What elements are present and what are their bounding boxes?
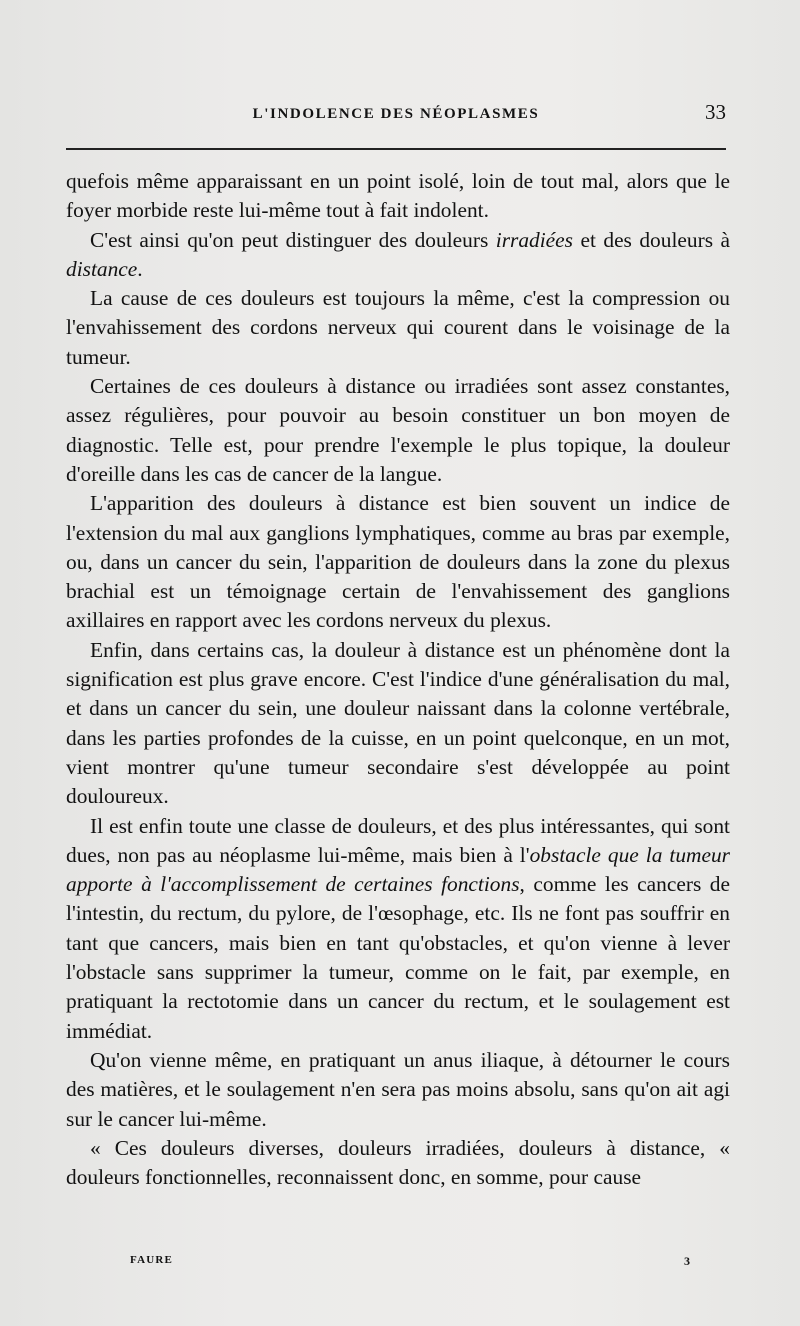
text-run: , comme les cancers de l'intestin, du rectum, du pylore, de l'œsophage, etc. Ils ne font pas souffrir en tant que cancers, mais bien en tant qu'obstacles, et qu'on vienne à lever l'obstacle sans supprimer la tumeur, comme on le fait, par exemple, en pratiquant la rectotomie dans un cancer du rectum, et le soulagement est immédiat. bbox=[66, 872, 730, 1043]
paragraph bbox=[66, 812, 730, 1046]
page-footer bbox=[130, 1254, 690, 1274]
text-run: et des douleurs à bbox=[573, 227, 730, 252]
header-rule bbox=[66, 148, 726, 150]
text-run: . bbox=[137, 256, 143, 281]
text-run: Enfin, dans certains cas, la douleur à distance est un phénomène dont la signification est plus grave encore. C'est l'indice d'une généralisation du mal, et dans un cancer du sein, une douleur naissant dans la colonne vertébrale, dans les parties profondes de la cuisse, en un point quelconque, en un mot, vient montrer qu'une tumeur secondaire s'est développée au point douloureux. bbox=[66, 637, 730, 809]
text-run: Certaines de ces douleurs à distance ou irradiées sont assez constantes, assez régulières, pour pouvoir au besoin constituer un bon moyen de diagnostic. Telle est, pour prendre l'exemple le plus topique, la douleur d'oreille dans les cas de cancer de la langue. bbox=[66, 374, 730, 486]
paragraph bbox=[66, 636, 730, 812]
italic-text: obstacle que la tumeur apporte à l'accomplissement de certaines fonctions bbox=[66, 842, 730, 897]
text-run: « Ces douleurs diverses, douleurs irradiées, douleurs à distance, « douleurs fonctionnelles, reconnaissent donc, en somme, pour cause bbox=[66, 1135, 730, 1190]
text-run: quefois même apparaissant en un point isolé, loin de tout mal, alors que le foyer morbide reste lui-même tout à fait indolent. bbox=[66, 169, 730, 223]
paragraph bbox=[66, 284, 730, 372]
text-run: C'est ainsi qu'on peut distinguer des douleurs bbox=[90, 227, 496, 252]
body-text bbox=[66, 167, 730, 1192]
paragraph bbox=[66, 489, 730, 635]
page-header bbox=[66, 100, 726, 140]
text-run: La cause de ces douleurs est toujours la même, c'est la compression ou l'envahissement des cordons nerveux qui courent dans le voisinage de la tumeur. bbox=[66, 286, 730, 369]
text-run: Qu'on vienne même, en pratiquant un anus iliaque, à détourner le cours des matières, et le soulagement n'en sera pas moins absolu, sans qu'on ait agi sur le cancer lui-même. bbox=[66, 1047, 730, 1131]
page-number: 33 bbox=[705, 100, 726, 124]
text-run: L'apparition des douleurs à distance est bien souvent un indice de l'extension du mal aux ganglions lymphatiques, comme au bras par exemple, ou, dans un cancer du sein, l'apparition de douleurs dans la zone du plexus brachial est un témoignage certain de l'envahissement des ganglions axillaires en rapport avec les cordons nerveux du plexus. bbox=[66, 491, 730, 633]
paragraph bbox=[66, 1134, 730, 1193]
signature-mark: FAURE bbox=[130, 1254, 174, 1266]
italic-text: distance bbox=[66, 256, 138, 281]
text-run: Il est enfin toute une classe de douleurs, et des plus intéressantes, qui sont dues, non pas au néoplasme lui-même, mais bien à l' bbox=[66, 813, 730, 867]
sheet-number: 3 bbox=[684, 1254, 690, 1268]
running-head: L'INDOLENCE DES NÉOPLASMES bbox=[252, 106, 540, 122]
paragraph bbox=[66, 167, 730, 226]
paragraph bbox=[66, 372, 730, 489]
italic-text: irradiées bbox=[495, 227, 573, 252]
paragraph bbox=[66, 226, 730, 285]
paragraph bbox=[66, 1046, 730, 1134]
